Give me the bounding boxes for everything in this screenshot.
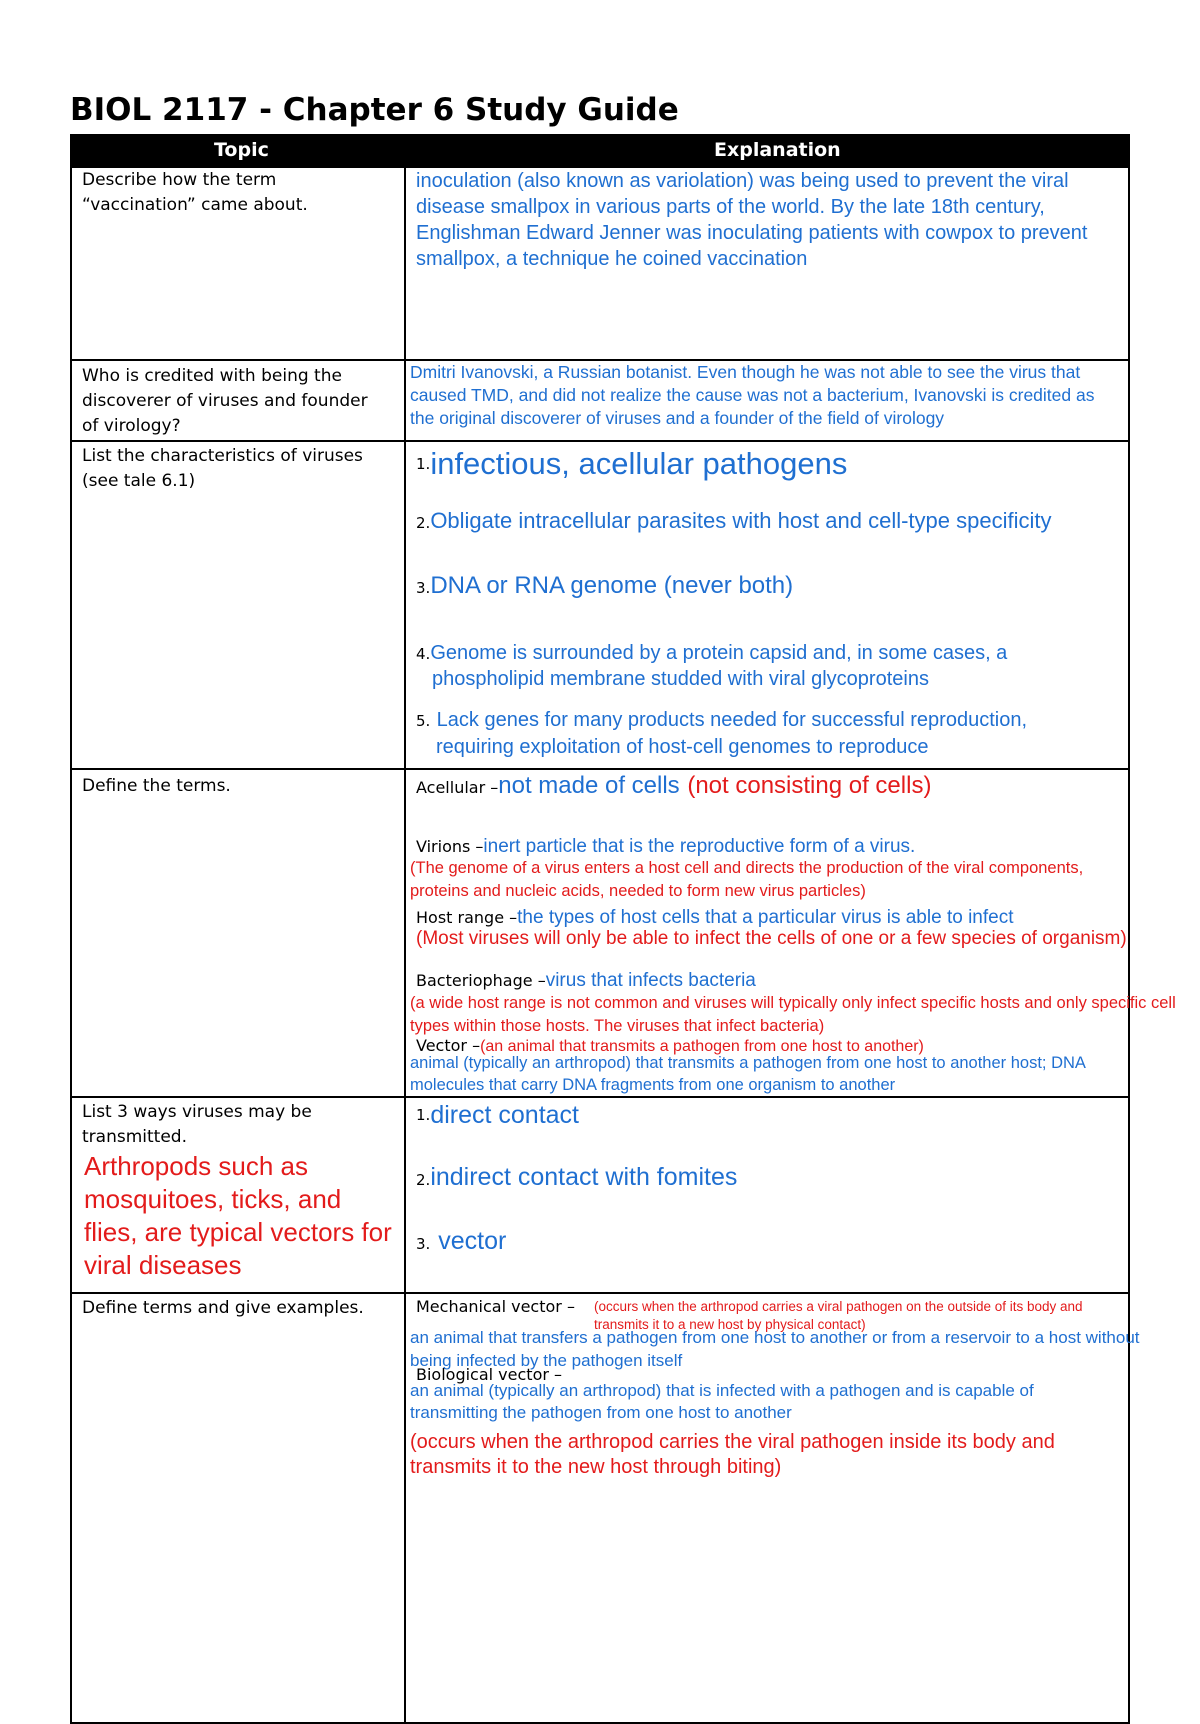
list-number: 2. (416, 514, 431, 532)
characteristic-text: phospholipid membrane studded with viral glycoproteins (432, 668, 929, 690)
term-definition: inert particle that is the reproductive form of a virus. (483, 836, 916, 857)
list-item (416, 506, 1052, 538)
topic-define-terms: Define the terms. (82, 776, 231, 796)
header-topic: Topic (214, 139, 269, 161)
list-number: 4. (416, 645, 431, 663)
term-label-biological: Biological vector – (416, 1365, 563, 1384)
list-item (416, 1226, 506, 1259)
characteristic-text: requiring exploitation of host-cell genomes to reproduce (436, 736, 929, 758)
header-explanation: Explanation (714, 139, 841, 161)
characteristic-text: infectious, acellular pathogens (430, 446, 848, 481)
term-label: Acellular – (416, 778, 499, 797)
term-note-virions: (The genome of a virus enters a host cell and directs the production of the viral components, proteins and nucleic acids, needed to form new virus particles) (410, 859, 1084, 900)
topic-characteristics: List the characteristics of viruses (see tale 6.1) (82, 446, 363, 491)
term-label: Bacteriophage – (416, 971, 546, 990)
term-definition-biological: an animal (typically an arthropod) that is infected with a pathogen and is capable of transmitting the pathogen from one host to another (410, 1381, 1034, 1422)
list-item (416, 1162, 737, 1195)
list-number: 1. (416, 455, 431, 473)
list-number: 5. (416, 712, 431, 730)
transmission-text: vector (438, 1227, 507, 1255)
term-virions (416, 834, 915, 859)
list-number: 1. (416, 1106, 431, 1124)
term-label: Host range – (416, 908, 518, 927)
row-divider (70, 1096, 1130, 1098)
transmission-text: direct contact (430, 1101, 579, 1129)
term-definition-mechanical: an animal that transfers a pathogen from one host to another or from a reservoir to a host without being infected by the pathogen itself (410, 1328, 1140, 1370)
term-note-bacteriophage: (a wide host range is not common and viruses will typically only infect specific hosts and only specific cell types within those hosts. The viruses that infect bacteria) (410, 994, 1176, 1035)
characteristic-text: Lack genes for many products needed for successful reproduction, (436, 709, 1028, 731)
term-label: Vector – (416, 1036, 481, 1055)
term-note: (an animal that transmits a pathogen from one host to another) (480, 1038, 924, 1055)
list-item (416, 706, 1116, 760)
list-number: 3. (416, 1235, 431, 1253)
page-title: BIOL 2117 - Chapter 6 Study Guide (70, 92, 679, 128)
list-item (416, 446, 847, 482)
answer-vaccination: inoculation (also known as variolation) was being used to prevent the viral disease smallpox in various parts of the world. By the late 18th century, Englishman Edward Jenner was inoculating patients with cowpox to prevent smallpox, a technique he coined vaccination (416, 170, 1088, 270)
list-item (416, 1100, 579, 1130)
answer-discoverer: Dmitri Ivanovski, a Russian botanist. Even though he was not able to see the virus that caused TMD, and did not realize the cause was not a bacterium, Ivanovski is credited as the original discoverer of viruses and a founder of the field of virology (410, 362, 1095, 428)
topic-discoverer: Who is credited with being the discoverer of viruses and founder of virology? (82, 366, 368, 436)
term-label: Virions – (416, 837, 484, 856)
characteristic-text: Genome is surrounded by a protein capsid and, in some cases, a (430, 642, 1008, 664)
term-definition: not made of cells (498, 772, 680, 799)
characteristic-text: DNA or RNA genome (never both) (430, 572, 794, 599)
term-note: (not consisting of cells) (687, 772, 932, 799)
row-divider (70, 440, 1130, 442)
term-note-host-range: (Most viruses will only be able to infect the cells of one or a few species of organism) (416, 928, 1127, 949)
term-note-biological: (occurs when the arthropod carries the viral pathogen inside its body and transmits it to the new host through biting) (410, 1431, 1055, 1478)
term-acellular (416, 770, 931, 803)
list-item (416, 640, 1116, 692)
characteristic-text: Obligate intracellular parasites with host and cell-type specificity (430, 508, 1052, 533)
table-column-divider (404, 166, 406, 1724)
term-note-mechanical: (occurs when the arthropod carries a viral pathogen on the outside of its body and transmits it to a new host by physical contact) (594, 1299, 1083, 1332)
term-definition: virus that infects bacteria (545, 970, 756, 991)
row-divider (70, 1292, 1130, 1294)
list-number: 2. (416, 1171, 431, 1189)
term-definition-vector: animal (typically an arthropod) that transmits a pathogen from one host to another host; DNA molecules that carry DNA fragments from one organism to another (410, 1054, 1086, 1094)
topic-transmission: List 3 ways viruses may be transmitted. (82, 1102, 312, 1147)
list-number: 3. (416, 579, 431, 597)
topic-vaccination: Describe how the term “vaccination” came about. (82, 170, 308, 215)
list-item (416, 570, 793, 603)
topic-vectors: Define terms and give examples. (82, 1298, 364, 1318)
term-bacteriophage (416, 968, 756, 993)
vector-note: Arthropods such as mosquitoes, ticks, and flies, are typical vectors for viral diseases (84, 1151, 392, 1280)
term-definition: the types of host cells that a particular virus is able to infect (517, 907, 1014, 928)
table-border-left (70, 134, 72, 1724)
transmission-text: indirect contact with fomites (430, 1163, 738, 1191)
term-label-mechanical: Mechanical vector – (416, 1297, 575, 1316)
